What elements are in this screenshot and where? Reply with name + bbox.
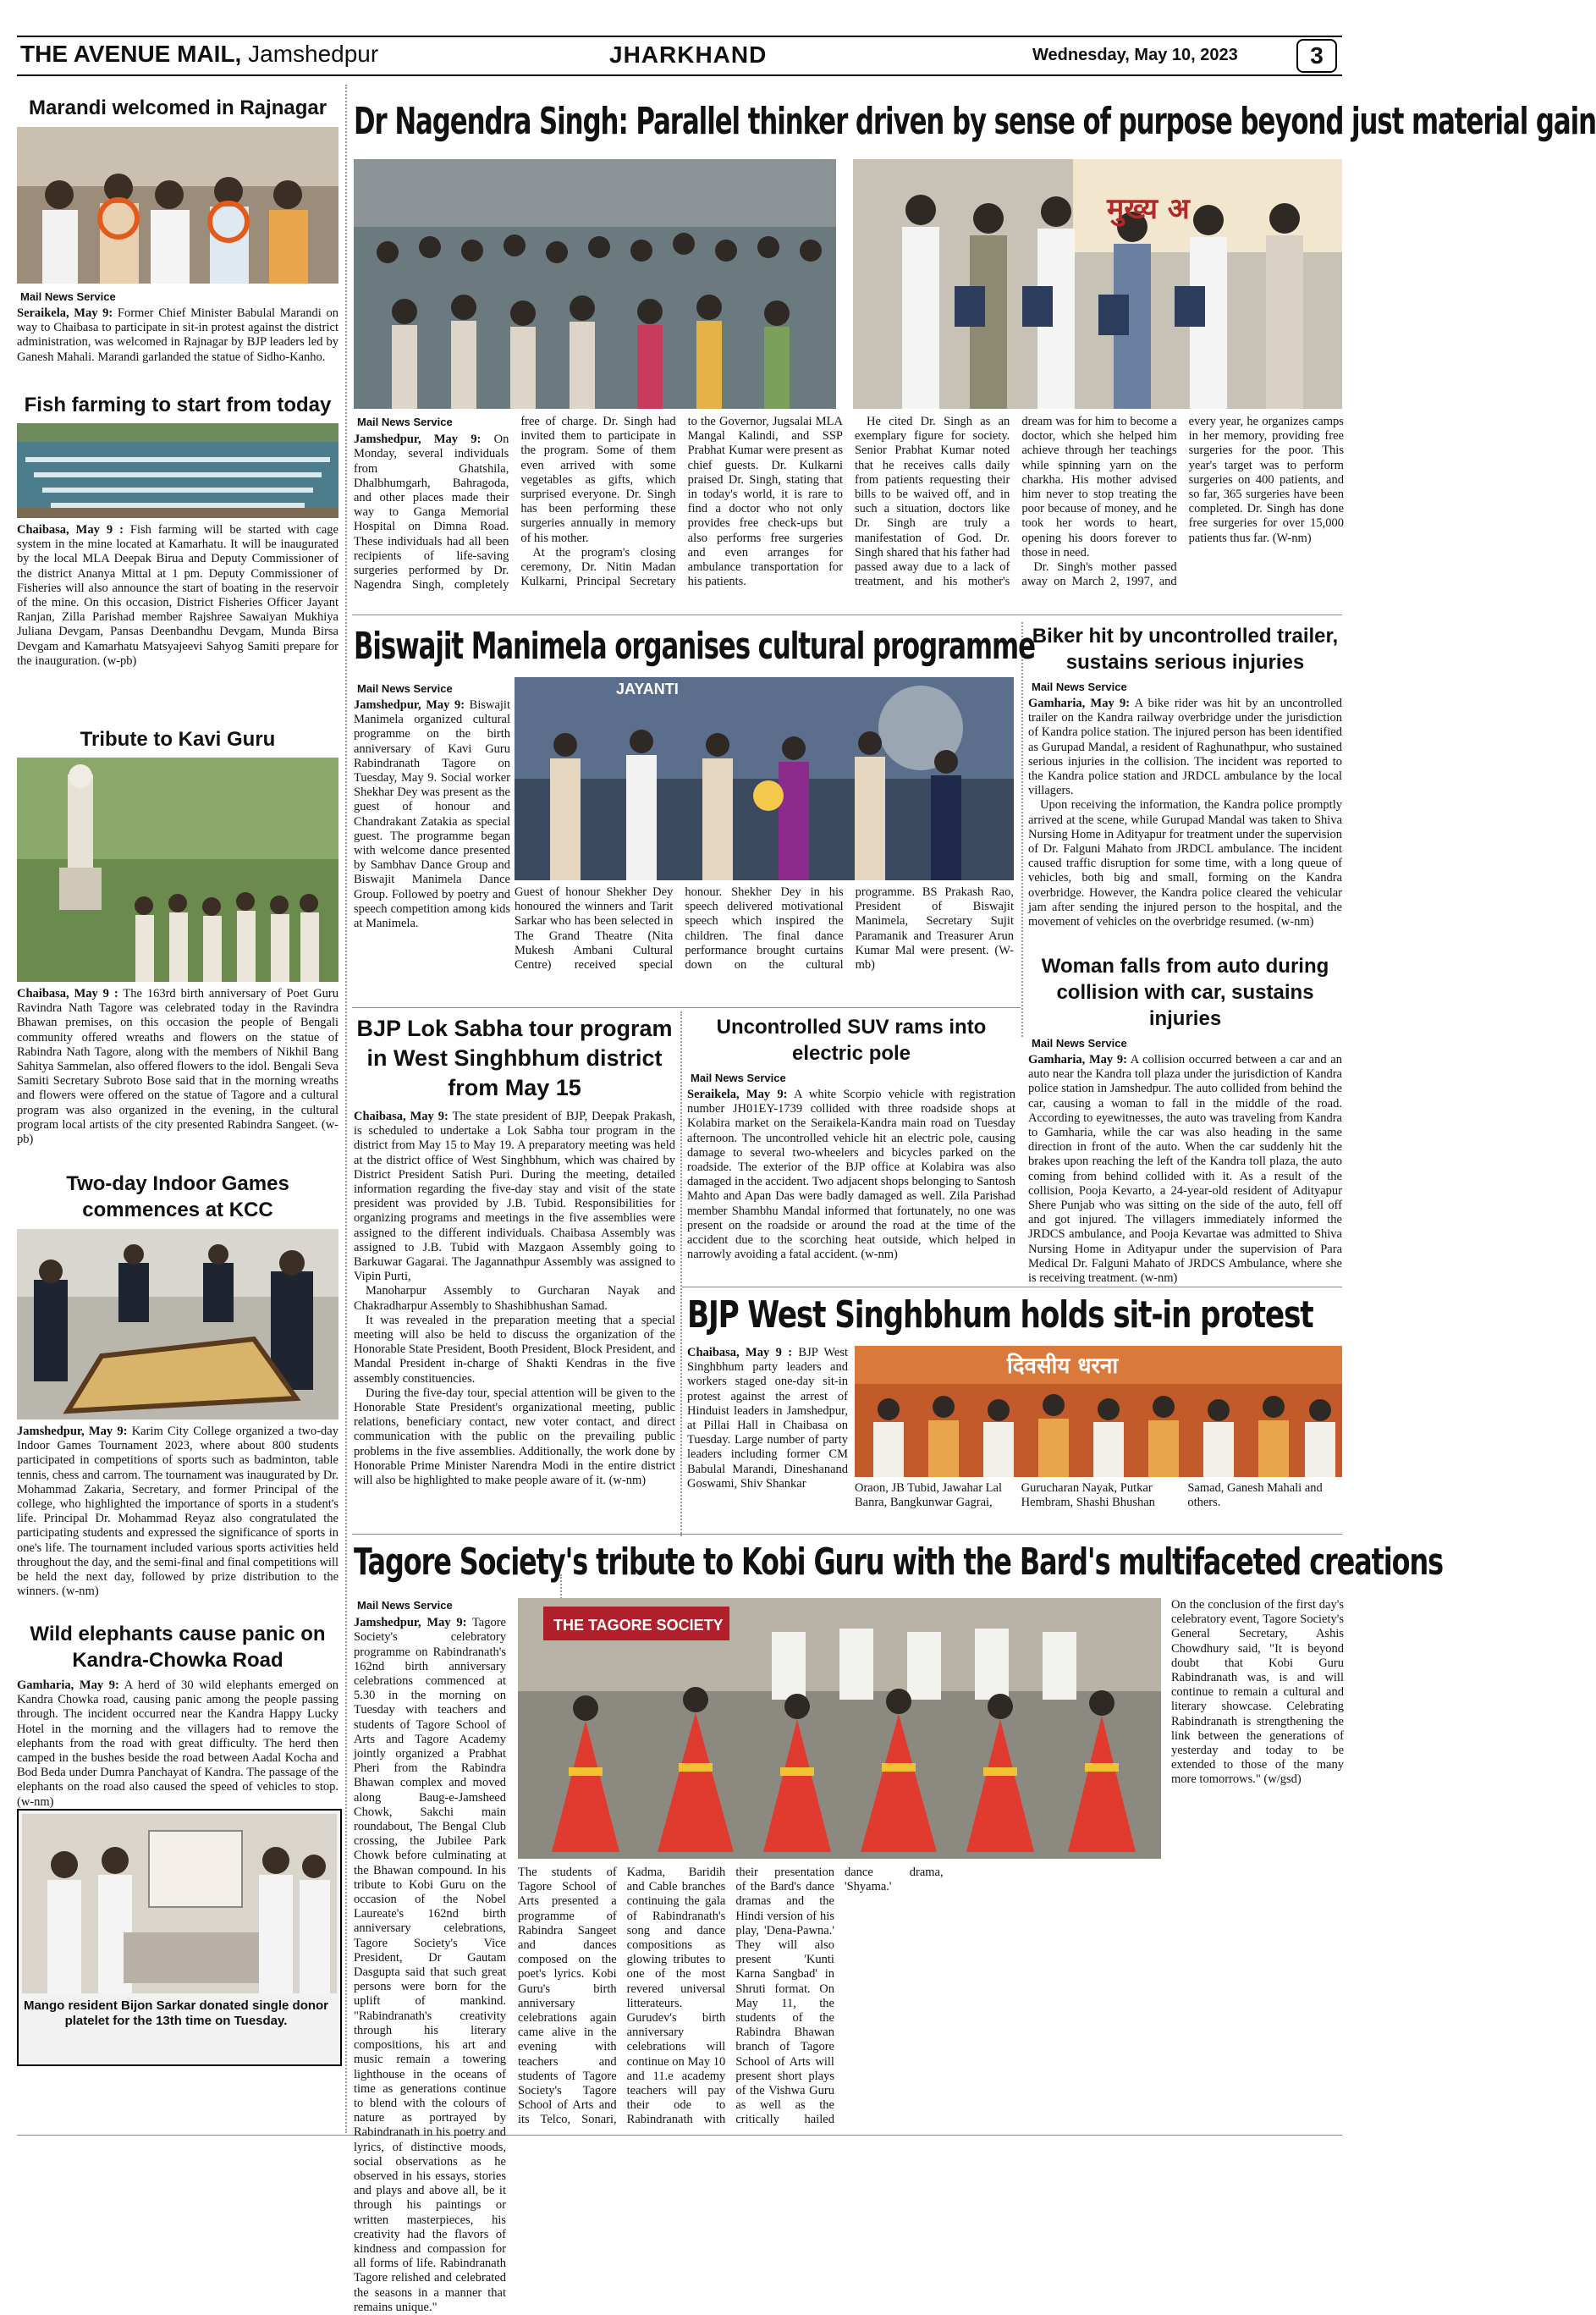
headline: Two-day Indoor Games commences at KCC bbox=[66, 1172, 289, 1221]
article-text-right: On the conclusion of the first day's celebratory event, Tagore Society's General Secretary, Ashis Chowdhury said, "It is beyond doubt that Kobi Guru Rabindranath was, is and will continue to remain a cultural and literary showcase. Celebrating Rabindranath is strengthening the link between the generations of yesterday and today to be extended to those of the many more tomorrows." (w/gsd) bbox=[1171, 1598, 1344, 1787]
article-biker bbox=[1028, 623, 1342, 929]
headline: Wild elephants cause panic on Kandra-Chowka Road bbox=[30, 1623, 326, 1672]
article-text: Seraikela, May 9: A white Scorpio vehicle with registration number JH01EY-1739 collided with three roadside shops at Kolabira market on the Seraikela-Kandra main road on Tuesday afternoon. The uncontrolled vehicle hit an electric pole, causing damage to several two-wheelers and bicycles parked on the roadside. The exterior of the BJP office at Kolabira was also damaged in the accident. Two adjacent shops belonging to Santosh Mahto and Apan Das were badly damaged as well. Zila Parishad member Shambhu Mandal informed that fortunately, no one was present on the roadside or around the road at the time of the accident due to the scorching heat outside, which helped in narrowly avoiding a fatal accident. (w-nm) bbox=[687, 1088, 1016, 1262]
article-manimela-headline bbox=[354, 625, 1035, 674]
article-sitin-body bbox=[687, 1346, 848, 1491]
article-kavi-guru-body bbox=[17, 987, 338, 1147]
page-bottom-rule bbox=[17, 2135, 1342, 2136]
article-text: Mail News Service Jamshedpur, May 9: Tagore Society's celebratory programme on Rabindranath's 162nd birth anniversary celebrations commenced at 5.30 in the morning on Tuesday with teachers and students of Tagore School of Arts and Tagore Academy jointly organized a Prabhat Pheri from the Rabindra Bhawan complex and moved along Baug-e-Jamsheed Chowk, Sakchi main roundabout, The Bengal Club crossing, the Jubilee Park Chowk before culminating at the Bhawan compound. In his tribute to Kobi Guru on the occasion of the Nobel Laureate's 162nd birth anniversary celebrations, Tagore Society's Vice President, Dr Gautam Dasgupta said that such great persons were born for the uplift of mankind. "Rabindranath's creativity through his literary compositions, his art and music remain a towering lighthouse in the oceans of time as generations continue to blend with the colours of nature as portrayed by Rabindranath in his poetry and lyrics, of distinctive moods, social observations as he observed in his essays, stories and plays and above all, be it through his paintings or written masterpieces, his creativity had the flavors of kindness and compassion for all forms of life. Rabindranath Tagore relished and celebrated the seasons in a manner that remains unique." bbox=[354, 1599, 506, 2314]
column-rule bbox=[345, 85, 347, 2133]
article-elephants-body bbox=[17, 1678, 338, 1810]
section-divider bbox=[352, 1534, 1342, 1535]
photo-fish-farming bbox=[17, 423, 338, 518]
article-text: Chaibasa, May 9 : BJP West Singhbhum party leaders and workers staged one-day sit-in protest against the arrest of Hinduist leaders in Jamshedpur, at Pillai Hall in Chaibasa on Tuesday. Large number of party leaders including former CM Babulal Marandi, Dineshanand Goswami, Shiv Shankar bbox=[687, 1346, 848, 1491]
article-sitin-body2 bbox=[855, 1481, 1342, 1510]
article-text: Gamharia, May 9: A bike rider was hit by an uncontrolled trailer on the Kandra railway overbridge under the jurisdiction of Kandra police station. The injured person has been identified as Gurupad Mandal, a resident of Raghunathpur, who sustained serious injuries in the collision. The incident was reported to the Kandra police station and JRDCL ambulance by the local villagers. Upon receiving the information, the Kandra police promptly arrived at the scene, while Gurupad Mandal was taken to Shiva Nursing Home in Adityapur for treatment under the supervision of Dr. Falguni Mahato from JRDCL ambulance. The incident caused traffic disruption for some time, with a long queue of vehicles, both big and small, forming on the Kandra overbridge. However, the Kandra police cleared the vehicular jam after sending the injured person to the hospital, and the movement of vehicles on the overbridge resumed. (w-nm) bbox=[1028, 697, 1343, 929]
photo-tagore-dance bbox=[518, 1598, 1161, 1859]
article-marandi-body bbox=[17, 285, 338, 365]
photo-marandi-illustration bbox=[17, 127, 338, 284]
article-tagore-body bbox=[354, 1598, 1344, 2314]
article-fish bbox=[17, 392, 338, 418]
headline: Biker hit by uncontrolled trailer, sustains serious injuries bbox=[1032, 625, 1339, 674]
headline: BJP Lok Sabha tour program in West Singhbhum district from May 15 bbox=[356, 1016, 673, 1100]
section-divider bbox=[352, 1007, 1021, 1008]
article-text: Seraikela, May 9: Former Chief Minister Babulal Marandi on way to Chaibasa to participate in sit-in protest against the district administration, was welcomed in Rajnagar by BJP leaders led by Ganesh Mahali. Marandi garlanded the statue of Sidho-Kanho. bbox=[17, 306, 338, 364]
byline: Mail News Service bbox=[691, 1072, 786, 1084]
photo-manimela bbox=[515, 677, 1014, 880]
headline: Biswajit Manimela organises cultural programme bbox=[354, 625, 1035, 668]
article-text: Chaibasa, May 9 : Fish farming will be started with cage system in the mine located at Kamarhatu. It will be inaugurated by the local MLA Deepak Birua and Deputy Commissioner of the district Ananya Mittal at 1 pm. Deputy Commissioner of Fisheries will also announce the start of boating in the reservoir of the mine. On this occasion, District Fisheries Officer Jayant Ranjan, Zilla Parishad member Rajshree Sawaiyan Mukhiya Juliana Devgam, Pansas Deenbandhu Devgam, Munda Birsa Devgam and Kamarhatu Matsyajeevi Sahyog Samiti prepare for the inauguration. (w-pb) bbox=[17, 523, 338, 668]
photo-sitin bbox=[855, 1346, 1342, 1477]
article-indoor-games bbox=[17, 1171, 338, 1223]
photo-indoor-games bbox=[17, 1229, 338, 1419]
banner-text: THE TAGORE SOCIETY bbox=[553, 1617, 724, 1634]
masthead bbox=[17, 36, 1342, 76]
article-bjp-tour bbox=[354, 1014, 675, 1488]
article-tagore-headline bbox=[354, 1541, 1444, 1591]
photo-donor-illustration bbox=[22, 1814, 337, 1993]
article-text: Oraon, JB Tubid, Jawahar Lal Banra, Bangkunwar Gagrai, Gurucharan Nayak, Putkar Hembram, Shashi Bhushan Samad, Ganesh Mahali and others. bbox=[855, 1481, 1323, 1510]
byline: Mail News Service bbox=[357, 682, 453, 695]
photo-protest-illustration bbox=[855, 1346, 1342, 1477]
photo-carrom-illustration bbox=[17, 1229, 338, 1419]
photo-dancers-illustration bbox=[518, 1598, 1161, 1859]
photo-kavi-guru bbox=[17, 758, 338, 982]
headline: BJP West Singhbhum holds sit-in protest bbox=[687, 1293, 1313, 1337]
photo-tagore-statue-illustration bbox=[17, 758, 338, 982]
photo-caption: Mango resident Bijon Sarkar donated single donor platelet for the 13th time on Tuesday. bbox=[23, 1998, 329, 2028]
article-kavi-guru bbox=[17, 726, 338, 752]
article-text: Chaibasa, May 9 : The 163rd birth anniversary of Poet Guru Ravindra Nath Tagore was celebrated today in the Ravindra Bhawan premises, on this occasion the people of Bengali community offered wreaths and flowers on the statue of Rabindra Nath Tagore, along with the members of Nikhil Bang Sahitya Sammelan, also offered flowers to the idol. Bengali Seva Samiti Secretary Subroto Bose said that in the morning wreaths and flowers were offered on the statue of Tagore and a cultural program was also organized in the evening, in the cultural program local artists of the city presented Rabindra Sangeet. (w-pb) bbox=[17, 987, 338, 1147]
photo-audience-illustration bbox=[354, 159, 836, 409]
article-text: Gamharia, May 9: A collision occurred between a car and an auto near the Kandra toll plaza under the jurisdiction of Kandra police station in Jamshedpur. The auto collided from behind the car, causing a woman to fall in the middle of the road. According to eyewitnesses, the auto was traveling from Kandra to Gamharia, while the car was also heading in the same direction in front of the auto. When the car suddenly hit the brakes upon reaching the left of the Kandra toll plaza, the auto coming from behind collided with it. As a result of the collision, Pooja Kevarto, a 24-year-old resident of Adityapur Shere Punjab who was sitting on the side of the auto, fell off and got injured. The villagers immediately informed the JRDCS ambulance, and Pooja Kevartae was admitted to Shiva Nursing Home in Adityapur under the supervision of Para Medical Dr. Falguni Mahato of JRDCS Ambulance, where she is receiving treatment. (w-nm) bbox=[1028, 1053, 1342, 1286]
column-rule bbox=[1021, 622, 1023, 1037]
article-fish-body bbox=[17, 523, 338, 669]
photo-nagendra-stage bbox=[853, 159, 1342, 409]
section-name: JHARKHAND bbox=[609, 41, 768, 68]
headline: Tagore Society's tribute to Kobi Guru with the Bard's multifaceted creations bbox=[354, 1541, 1444, 1584]
stage-banner-text: मुख्य अ bbox=[1107, 192, 1190, 226]
article-nagendra-body bbox=[354, 415, 1344, 599]
headline: Dr Nagendra Singh: Parallel thinker driven by sense of purpose beyond just material gain bbox=[354, 100, 1596, 143]
byline: Mail News Service bbox=[357, 1599, 453, 1612]
article-suv bbox=[687, 1014, 1015, 1262]
photo-nagendra-audience bbox=[354, 159, 836, 409]
article-woman-auto bbox=[1028, 953, 1342, 1286]
article-text-continued: The students of Tagore School of Arts presented a programme of Rabindra Sangeet and dances composed on the poet's lyrics. Kobi Guru's birth anniversary celebrations again came alive in the evening with teachers and students of Tagore Society's Tagore School of Arts and its Telco, Sonari, Kadma, Baridih and Cable branches continuing the gala of Rabindranath's song and dance compositions as glowing tributes to one of the most revered universal litterateurs. Gurudev's birth anniversary celebrations will continue on May 10 and 11.e academy teachers will pay their ode to Rabindranath with their presentation of the Bard's dance dramas and the Hindi version of his play, 'Dena-Pawna.' They will also present 'Kunti Karna Sangbad' in Shruti format. On May 11, the students of the Rabindra Bhawan branch of Tagore School of Arts will present short plays of the Vishwa Guru as well as the critically hailed dance drama, 'Shyama.' bbox=[518, 1866, 944, 2127]
article-manimela-body2 bbox=[515, 885, 1014, 973]
headline: Tribute to Kavi Guru bbox=[80, 728, 276, 751]
banner-text: दिवसीय धरना bbox=[1007, 1353, 1119, 1379]
paper-name: THE AVENUE MAIL, Jamshedpur bbox=[20, 41, 379, 67]
article-text: Guest of honour Shekher Dey honoured the winners and Tarit Sarkar who has been selected in The Grand Theatre (Nita Mukesh Ambani Cultural Centre) received special honour. Shekher Dey in his speech delivered motivational speech which inspired the children. The final dance performance brought curtains down on the cultural programme. BS Prakash Rao, President of Biswajit Manimela, Secretary Sujit Paramanik and Treasurer Arun Kumar Mal were present. (W-mb) bbox=[515, 885, 1014, 973]
article-nagendra-headline bbox=[354, 100, 1596, 152]
photo-fish-illustration bbox=[17, 423, 338, 518]
headline: Uncontrolled SUV rams into electric pole bbox=[716, 1016, 987, 1065]
article-text: Jamshedpur, May 9: Karim City College organized a two-day Indoor Games Tournament 2023, where about 800 students participated in competitions of sports such as badminton, table tennis, chess and carrom. The tournament was inaugurated by Dr. Mohammad Zakaria, Secretary, and former Principal of the college, who highlighted the importance of sports in a student's life. Principal Dr. Mohammad Reyaz also congratulated the participating students and expressed the significance of sports in one's life. The tournament included various sports activities held throughout the day, and the semi-final and final competitions will be held the next day, followed by prize distribution to the winners. (w-nm) bbox=[17, 1425, 339, 1599]
article-indoor-games-body bbox=[17, 1425, 338, 1599]
banner-text: JAYANTI bbox=[616, 681, 679, 697]
article-text: Chaibasa, May 9: The state president of BJP, Deepak Prakash, is scheduled to undertake a Lok Sabha tour program in the district from May 15 to May 19. A preparatory meeting was held at the district office of West Singhbhum, which was chaired by District President Satish Puri. During the meeting, detailed information regarding the five-day stay and visit of the state president was provided by J.B. Tubid. Responsibilities for organizing programs and meetings in the five assemblies were assigned to the different individuals. Chaibasa Assembly was assigned to J.B. Tubid with Mazgaon Assembly going to Barkuwar Gagarai. The Jagannathpur Assembly was assigned to Vipin Purti, Manoharpur Assembly to Gurcharan Nayak and Chakradharpur Assembly to Shashibhushan Samad. It was revealed in the preparation meeting that a special meeting will also be held to discuss the organization of the Honorable State President, Booth President, Block President, and Mandal President in-charge of Shakti Kendras in the five assembly constituencies. During the five-day tour, special attention will be given to the Honorable State President's organizational meeting, public relations, beneficiary contact, new voter contact, and direct communication with the public on the prevailing public problems in the five assemblies. Additionally, the work done by Honorable Prime Minister Narendra Modi in the entire district will also be highlighted to make people aware of it. (w-nm) bbox=[354, 1110, 675, 1488]
article-marandi bbox=[17, 95, 338, 121]
byline: Mail News Service bbox=[1032, 1037, 1127, 1050]
issue-date: Wednesday, May 10, 2023 bbox=[1032, 46, 1238, 64]
byline: Mail News Service bbox=[1032, 681, 1127, 693]
column-rule bbox=[680, 1011, 682, 1536]
headline: Marandi welcomed in Rajnagar bbox=[28, 96, 327, 119]
photo-honour-illustration bbox=[515, 677, 1014, 880]
city-name: Jamshedpur bbox=[248, 41, 379, 67]
article-text: Jamshedpur, May 9: Biswajit Manimela organized cultural programme on the birth anniversary of Kavi Guru Rabindranath Tagore on Tuesday, May 9. Social worker Shekhar Dey was present as the guest of honour and Chandrakant Zatakia as special guest. The programme began with welcome dance presented by Sambhav Dance Group and Biswajit Manimela Dance Group. Followed by poetry and speech competition among kids at Manimela. bbox=[354, 698, 510, 931]
article-text: Gamharia, May 9: A herd of 30 wild elephants emerged on Kandra Chowka road, causing panic among the people passing through. The incident occurred near the Kandra Happy Lucky Hotel in the morning and the villagers had to remove the elephants from the road with great difficulty. The herd then camped in the bushes beside the road between Aadal Kocha and Bod Beda under Dumra Panchayat of Kandra. The passage of the elephants on the road also caused the speed of vehicles to stop. (w-nm) bbox=[17, 1678, 338, 1809]
byline: Mail News Service bbox=[357, 416, 453, 428]
headline: Fish farming to start from today bbox=[24, 394, 332, 416]
photo-marandi bbox=[17, 127, 338, 284]
photo-stage-illustration bbox=[853, 159, 1342, 409]
photo-platelet-donation bbox=[22, 1814, 337, 1993]
article-manimela-body bbox=[354, 677, 510, 931]
article-elephants bbox=[17, 1621, 338, 1673]
byline: Mail News Service bbox=[20, 290, 116, 303]
platelet-donation-box bbox=[17, 1809, 342, 2066]
page-number: 3 bbox=[1296, 39, 1337, 73]
headline: Woman falls from auto during collision with car, sustains injuries bbox=[1041, 955, 1329, 1030]
article-sitin-headline bbox=[687, 1293, 1342, 1341]
article-text: Mail News Service Jamshedpur, May 9: On Monday, several individuals from Ghatshila, Dhalbhumgarh, Bahragoda, and other places made their way to Ganga Memorial Hospital on Dimna Road. These individuals had all been recipients of life-saving surgeries performed by Dr. Nagendra Singh, completely free of charge. Dr. Singh had invited them to participate in the program. Some of them even arrived with some vegetables as gifts, which surprised everyone. Dr. Singh has been performing these surgeries annually in memory of his mother. At the program's closing ceremony, Dr. Nitin Madan Kulkarni, Principal Secretary to the Governor, Jugsalai MLA Mangal Kalindi, and SSP Prabhat Kumar were present as chief guests. Dr. Kulkarni praised Dr. Singh, stating that in today's world, it is rare to find a doctor who not only provides free check-ups but also performs free surgeries and even arranges for ambulance transportation for his patients. He cited Dr. Singh as an exemplary figure for society. Senior Prabhat Kumar noted that he receives calls daily from patients requesting their bills to be waived off, and in such a situation, doctors like Dr. Singh are truly a manifestation of God. Dr. Singh shared that his father had passed away due to a lack of treatment, and his mother's dream was for him to become a doctor, which she helped him achieve through her teachings while spinning yarn on the charkha. His mother advised him never to stop treating the poor because of money, and he took her words to heart, opening his doors forever to those in need. Dr. Singh's mother passed away on March 2, 1997, and every year, he organizes camps in her memory, providing free surgeries for the poor. This year's target was to perform surgeries on 400 patients, and so far, 365 surgeries have been completed. Dr. Singh has done free surgeries for over 15,000 patients thus far. (W-nm) bbox=[354, 415, 1344, 593]
